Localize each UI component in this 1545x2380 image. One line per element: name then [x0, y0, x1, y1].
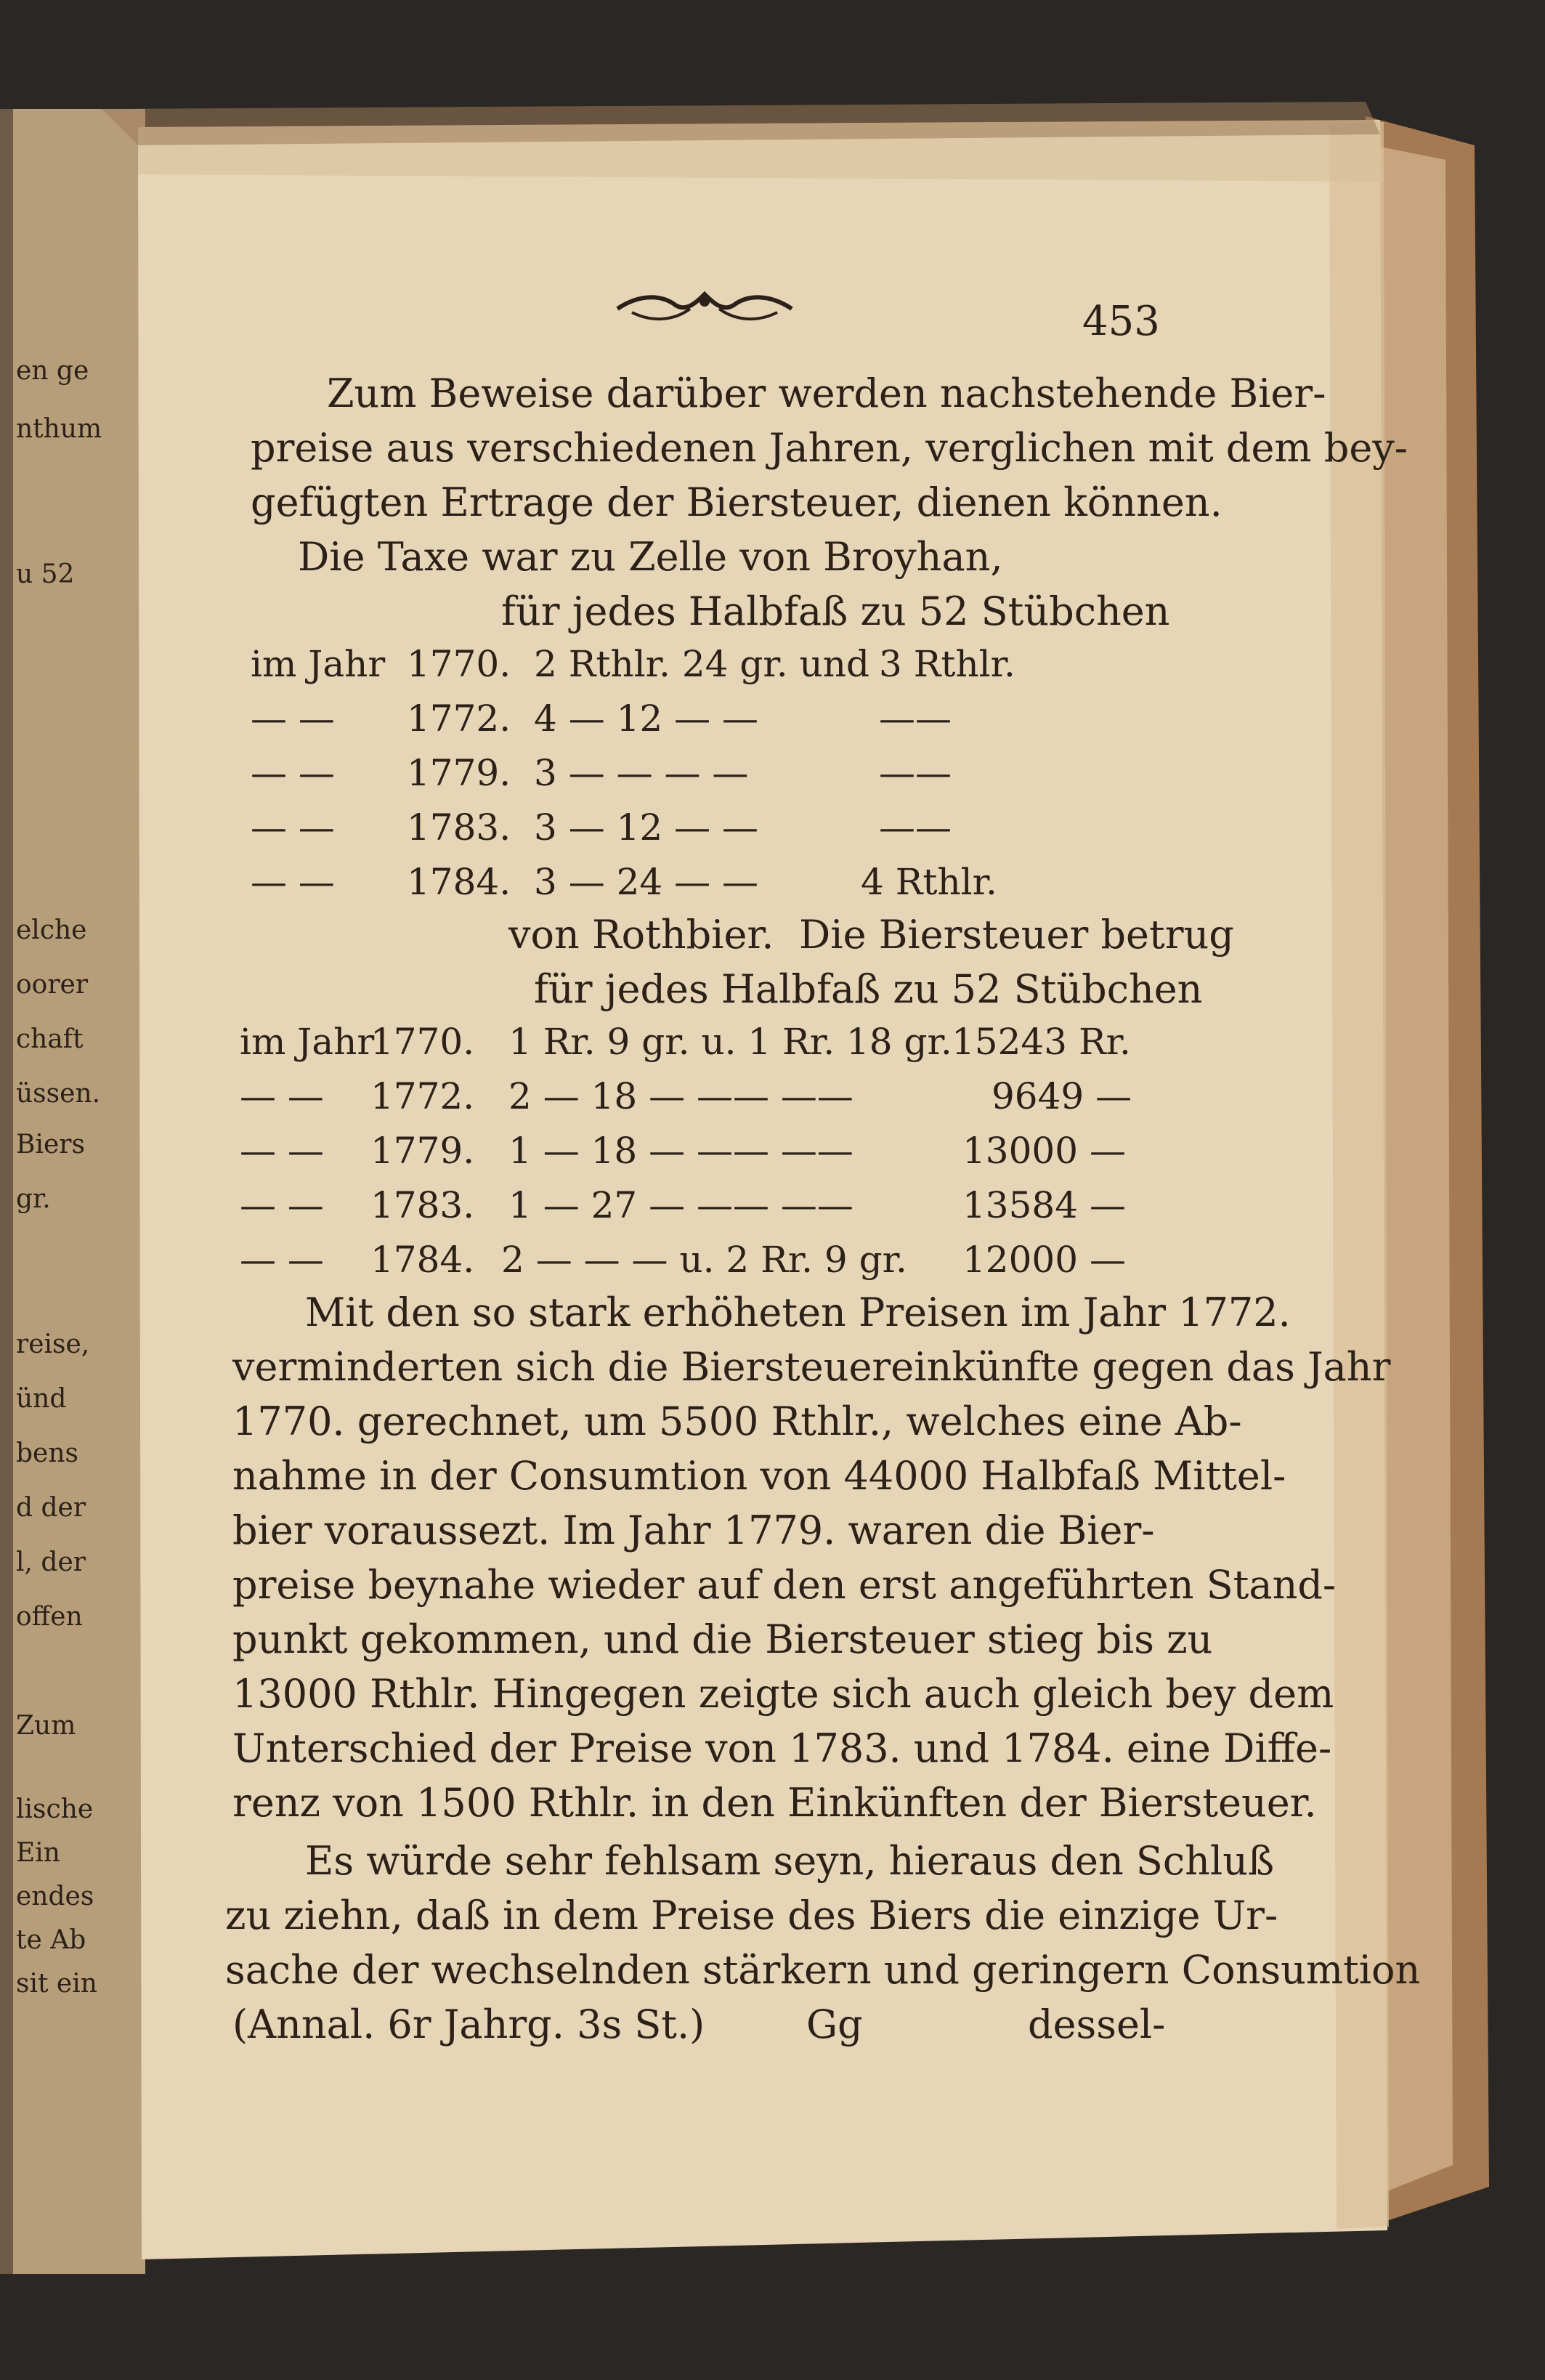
table-cell: 1779.	[370, 1130, 475, 1172]
table-cell: 1783.	[407, 806, 511, 849]
text-line: nahme in der Consumtion von 44000 Halbfaß Mittel-	[232, 1453, 1286, 1499]
table-cell: — —	[251, 697, 335, 740]
table-cell: 12000 —	[962, 1239, 1126, 1281]
table-cell: 3 — 24 — —	[534, 861, 759, 903]
table-cell: 3 — 12 — —	[534, 806, 759, 849]
text-line: 13000 Rthlr. Hingegen zeigte sich auch gleich bey dem	[232, 1671, 1334, 1717]
table-cell: — —	[240, 1239, 324, 1281]
text-line: gefügten Ertrage der Biersteuer, dienen können.	[251, 479, 1222, 525]
left-fragment: l, der	[16, 1547, 86, 1577]
table-cell: 3 Rthlr.	[879, 643, 1015, 685]
left-fragment: Zum	[16, 1711, 76, 1741]
table-cell: 1770.	[370, 1021, 475, 1063]
table-cell: 1770.	[407, 643, 511, 685]
signature-mark: (Annal. 6r Jahrg. 3s St.)	[232, 2001, 705, 2047]
table-cell: 1779.	[407, 752, 511, 794]
left-fragment: endes	[16, 1882, 94, 1911]
left-fragment: te Ab	[16, 1925, 86, 1955]
left-fragment: elche	[16, 915, 87, 945]
table-cell: — —	[240, 1075, 324, 1117]
broyhan-heading: Die Taxe war zu Zelle von Broyhan,	[298, 534, 1003, 580]
table-cell: 9649 —	[992, 1075, 1132, 1117]
left-fragment: oorer	[16, 970, 89, 1000]
table-cell: — —	[240, 1184, 324, 1226]
left-fragment: d der	[16, 1493, 86, 1523]
table-cell: 15243 Rr.	[952, 1021, 1131, 1063]
left-fragment: ünd	[16, 1384, 67, 1414]
left-fragment: gr.	[16, 1184, 51, 1214]
left-fragment: üssen.	[16, 1079, 101, 1109]
table-cell: 1772.	[370, 1075, 475, 1117]
ornament-icon	[610, 280, 799, 331]
text-line: bier voraussezt. Im Jahr 1779. waren die Bier-	[232, 1507, 1155, 1553]
table-cell: — —	[251, 861, 335, 903]
table-cell: im Jahr	[251, 643, 386, 685]
text-line: 1770. gerechnet, um 5500 Rthlr., welches eine Ab-	[232, 1399, 1242, 1444]
text-line: preise aus verschiedenen Jahren, verglichen mit dem bey-	[251, 425, 1408, 471]
rothbier-subheading: für jedes Halbfaß zu 52 Stübchen	[534, 966, 1203, 1012]
text-line: renz von 1500 Rthlr. in den Einkünften der Biersteuer.	[232, 1780, 1317, 1826]
table-cell: 13584 —	[962, 1184, 1126, 1226]
left-fragment: bens	[16, 1438, 79, 1468]
table-cell: ——	[879, 752, 952, 794]
table-cell: im Jahr	[240, 1021, 375, 1063]
left-fragment: en ge	[16, 356, 89, 386]
table-cell: 1784.	[370, 1239, 475, 1281]
table-cell: ——	[879, 806, 952, 849]
table-cell: 2 — 18 — —— ——	[508, 1075, 853, 1117]
catchword: dessel-	[1028, 2001, 1166, 2047]
table-cell: 13000 —	[962, 1130, 1126, 1172]
text-line: zu ziehn, daß in dem Preise des Biers die einzige Ur-	[225, 1893, 1278, 1938]
table-cell: — —	[240, 1130, 324, 1172]
text-line: Unterschied der Preise von 1783. und 1784. eine Diffe-	[232, 1725, 1332, 1771]
text-line: Es würde sehr fehlsam seyn, hieraus den Schluß	[305, 1838, 1275, 1884]
table-cell: 2 Rthlr. 24 gr. und	[534, 643, 869, 685]
table-cell: 1 Rr. 9 gr. u. 1 Rr. 18 gr.	[508, 1021, 952, 1063]
table-cell: 1 — 18 — —— ——	[508, 1130, 853, 1172]
table-cell: 1 — 27 — —— ——	[508, 1184, 853, 1226]
table-cell: 4 Rthlr.	[861, 861, 997, 903]
text-line: Mit den so stark erhöheten Preisen im Jahr 1772.	[305, 1290, 1291, 1335]
left-fragment: chaft	[16, 1024, 84, 1054]
left-fragment: Biers	[16, 1130, 85, 1159]
left-fragment: offen	[16, 1602, 83, 1632]
left-fragment: reise,	[16, 1329, 90, 1359]
broyhan-subheading: für jedes Halbfaß zu 52 Stübchen	[501, 588, 1170, 634]
text-line: Zum Beweise darüber werden nachstehende Bier-	[327, 371, 1326, 416]
sheet-signature: Gg	[806, 2001, 863, 2047]
table-cell: 1772.	[407, 697, 511, 740]
left-fragment: Ein	[16, 1838, 60, 1868]
table-cell: 1784.	[407, 861, 511, 903]
text-line: verminderten sich die Biersteuereinkünfte gegen das Jahr	[232, 1344, 1391, 1390]
tax-label: Die Biersteuer betrug	[799, 912, 1234, 958]
left-fragment: lische	[16, 1794, 94, 1824]
left-fragment: sit ein	[16, 1969, 97, 1999]
table-cell: — —	[251, 752, 335, 794]
left-fragment: nthum	[16, 414, 102, 444]
table-cell: 3 — — — —	[534, 752, 749, 794]
rothbier-label: von Rothbier.	[508, 912, 774, 958]
text-line: preise beynahe wieder auf den erst angeführten Stand-	[232, 1562, 1337, 1608]
left-fragment: u 52	[16, 559, 75, 589]
table-cell: 1783.	[370, 1184, 475, 1226]
table-cell: 4 — 12 — —	[534, 697, 759, 740]
table-cell: ——	[879, 697, 952, 740]
text-line: punkt gekommen, und die Biersteuer stieg bis zu	[232, 1616, 1213, 1662]
table-cell: 2 — — — u. 2 Rr. 9 gr.	[501, 1239, 907, 1281]
text-line: sache der wechselnden stärkern und geringern Consumtion	[225, 1947, 1421, 1993]
table-cell: — —	[251, 806, 335, 849]
page-number: 453	[1082, 298, 1160, 345]
